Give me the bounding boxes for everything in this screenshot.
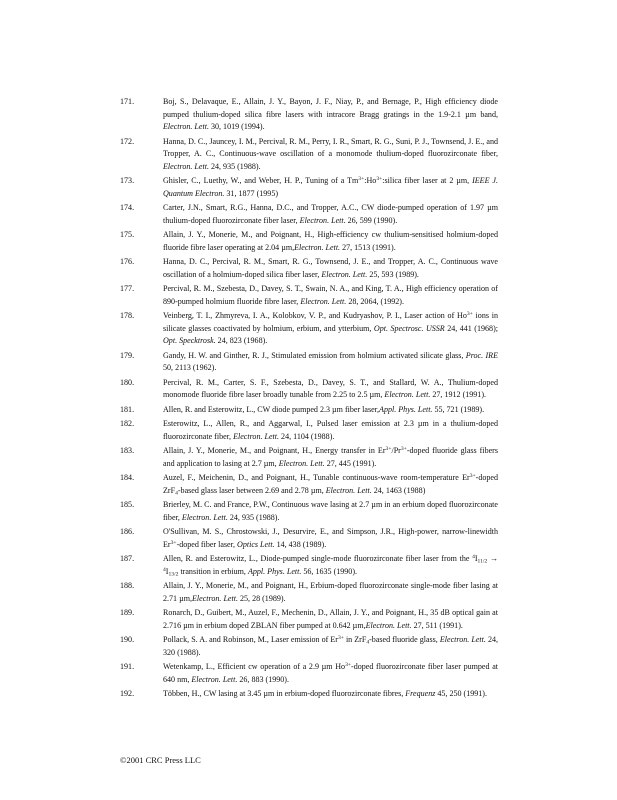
reference-text: Ronarch, D., Guibert, M., Auzel, F., Mechenin, D., Allain, J. Y., and Poignant, H., 35 dB optical gain at 2.716 µm in erbium doped ZBLAN fiber pumped at 0.642 µm,Electron. Lett. 27, 511 (1991). [163,608,498,630]
reference-number: 177. [120,284,135,293]
reference-item [120,377,498,402]
reference-item [120,175,498,200]
reference-text: Wetenkamp, L., Efficient cw operation of a 2.9 µm $Ho^{3+}$-doped fluorozirconate fiber laser pumped at 640 nm, Electron. Lett. 26, 883 (1990). [163,661,499,684]
reference-item [120,607,498,632]
reference-item [120,283,498,308]
reference-number: 176. [120,257,135,266]
reference-number: 184. [120,473,135,482]
reference-text: Percival, R. M., Carter, S. F., Szebesta, D., Davey, S. T., and Stallard, W. A., Thulium-doped monomode fluoride fibre laser broadly tunable from 2.25 to 2.5 µm, Electron. Lett. 27, 1912 (1991). [163,377,498,399]
reference-item [120,499,498,524]
reference-item [120,202,498,227]
reference-item [120,136,498,174]
reference-item [120,418,498,443]
reference-item [120,472,498,497]
reference-text: Többen, H., CW lasing at 3.45 µm in erbium-doped fluorozirconate fibres, Frequenz 45, 250 (1991). [163,689,487,698]
reference-text: Gandy, H. W. and Ginther, R. J., Stimulated emission from holmium activated silicate glass, Proc. IRE 50, 2113 (1962). [163,350,498,372]
reference-number: 171. [120,97,135,106]
reference-number: 181. [120,404,135,414]
reference-item [120,661,498,686]
reference-item [120,350,498,375]
reference-list [120,96,498,703]
reference-text: Boj, S., Delavaque, E., Allain, J. Y., Bayon, J. F., Niay, P., and Bernage, P., High efficiency diode pumped thulium-doped silica fibre lasers with intracore Bragg gratings in the 1.9-2.1 µm band, Electron. Lett. 30, 1019 (1994). [163,97,498,131]
reference-item [120,580,498,605]
reference-text: Ghisler, C., Luethy, W., and Weber, H. P., Tuning of a $Tm^{3+}:Ho^{3+}:silica$ fiber laser at 2 µm, IEEE J. Quantum Electron. 31, 1877 (1995) [163,175,498,198]
reference-text: Carter, J.N., Smart, R.G., Hanna, D.C., and Tropper, A.C., CW diode-pumped operation of 1.97 µm thulium-doped fluorozirconate fiber laser, Electron. Lett. 26, 599 (1990). [163,203,498,225]
reference-number: 179. [120,350,135,360]
reference-item [120,310,498,348]
reference-text: O'Sullivan, M. S., Chrostowski, J., Desurvire, E., and Simpson, J.R., High-power, narrow-linewidth $Er^{3+}$-doped fiber laser, Optics Lett. 14, 438 (1989). [163,527,498,549]
reference-number: 190. [120,635,135,644]
reference-number: 192. [120,689,135,698]
reference-number: 187. [120,554,135,563]
reference-number: 178. [120,311,135,320]
reference-number: 174. [120,203,135,212]
copyright-footer: ©2001 CRC Press LLC [120,755,201,765]
reference-item [120,526,498,551]
reference-number: 173. [120,176,135,185]
reference-text: Hanna, D. C., Jauncey, I. M., Percival, R. M., Perry, I. R., Smart, R. G., Suni, P. J., Townsend, J. E., and Tropper, A. C., Continuous-wave oscillation of a monomode thulium-doped fluorozirconate fiber, Electron. Lett. 24, 935 (1988). [163,136,498,171]
reference-item [120,688,498,701]
reference-text: Pollack, S. A. and Robinson, M., Laser emission of $Er^{3+}$ in ZrF$_4$-based fluoride glass, Electron. Lett. 24, 320 (1988). [163,634,499,657]
reference-text: Percival, R. M., Szebesta, D., Davey, S. T., Swain, N. A., and King, T. A., High efficiency operation of 890-pumped holmium fluoride fibre laser, Electron. Lett. 28, 2064, (1992). [163,284,498,306]
reference-item [120,634,498,659]
reference-item [120,96,498,134]
reference-item [120,229,498,254]
reference-text: Allen, R. and Esterowitz, L., CW diode pumped 2.3 µm fiber laser,Appl. Phys. Lett. 55, 721 (1989). [163,404,485,414]
reference-text: Allain, J. Y., Monerie, M., and Poignant, H., Energy transfer in $Er^{3+}/Pr^{3+}$-doped fluoride glass fibers and application to lasing at 2.7 µm, Electron. Lett. 27, 445 (1991). [163,445,498,468]
reference-item [120,404,498,417]
reference-number: 185. [120,500,135,509]
reference-text: Veinberg, T. I., Zhmyreva, I. A., Kolobkov, V. P., and Kudryashov, P. I., Laser action of $Ho^{3+}$ ions in silicate glasses coactivated by holmium, erbium, and ytterbium, Opt. Spectrosc. USSR 24, 441 (1968); Opt. Specktrosk. 24, 823 (1968). [163,310,498,345]
reference-number: 186. [120,527,135,536]
reference-number: 180. [120,377,135,387]
reference-number: 183. [120,446,135,455]
reference-number: 189. [120,608,135,617]
reference-number: 182. [120,419,135,428]
reference-number: 175. [120,230,135,239]
reference-number: 188. [120,581,135,590]
reference-text: Allain, J. Y., Monerie, M., and Poignant, H., High-efficiency cw thulium-sensitised holmium-doped fluoride fibre laser operating at 2.04 µm,Electron. Lett. 27, 1513 (1991). [163,230,498,252]
reference-text: Brierley, M. C. and France, P.W., Continuous wave lasing at 2.7 µm in an erbium doped fluorozirconate fiber, Electron. Lett. 24, 935 (1988). [163,500,498,522]
reference-text: Allain, J. Y., Monerie, M., and Poignant, H., Erbium-doped fluorozirconate single-mode fiber lasing at 2.71 µm,Electron. Lett. 25, 28 (1989). [163,581,498,603]
reference-number: 172. [120,136,135,146]
reference-text: Auzel, F., Meichenin, D., and Poignant, H., Tunable continuous-wave room-temperature $Er^{3+}$-doped ZrF$_4$-based glass laser between 2.69 and 2.78 µm, Electron. Lett. 24, 1463 (1988) [163,472,498,496]
reference-text: Esterowitz, L., Allen, R., and Aggarwal, I., Pulsed laser emission at 2.3 µm in a thulium-doped fluorozirconate fiber, Electron. Lett. 24, 1104 (1988). [163,419,498,441]
reference-number: 191. [120,662,135,671]
reference-item [120,445,498,470]
reference-text: Hanna, D. C., Percival, R. M., Smart, R. G., Townsend, J. E., and Tropper, A. C., Continuous wave oscillation of a holmium-doped silica fiber laser, Electron. Lett. 25, 593 (1989). [163,257,498,279]
reference-item [120,256,498,281]
reference-item [120,553,498,578]
reference-text: Allen, R. and Esterowitz, L., Diode-pumped single-mode fluorozirconate fiber laser from the $^4I_{11/2} \to ^4I_{13/2}$ transition in erbium, Appl. Phys. Lett. 56, 1635 (1990). [163,553,498,577]
